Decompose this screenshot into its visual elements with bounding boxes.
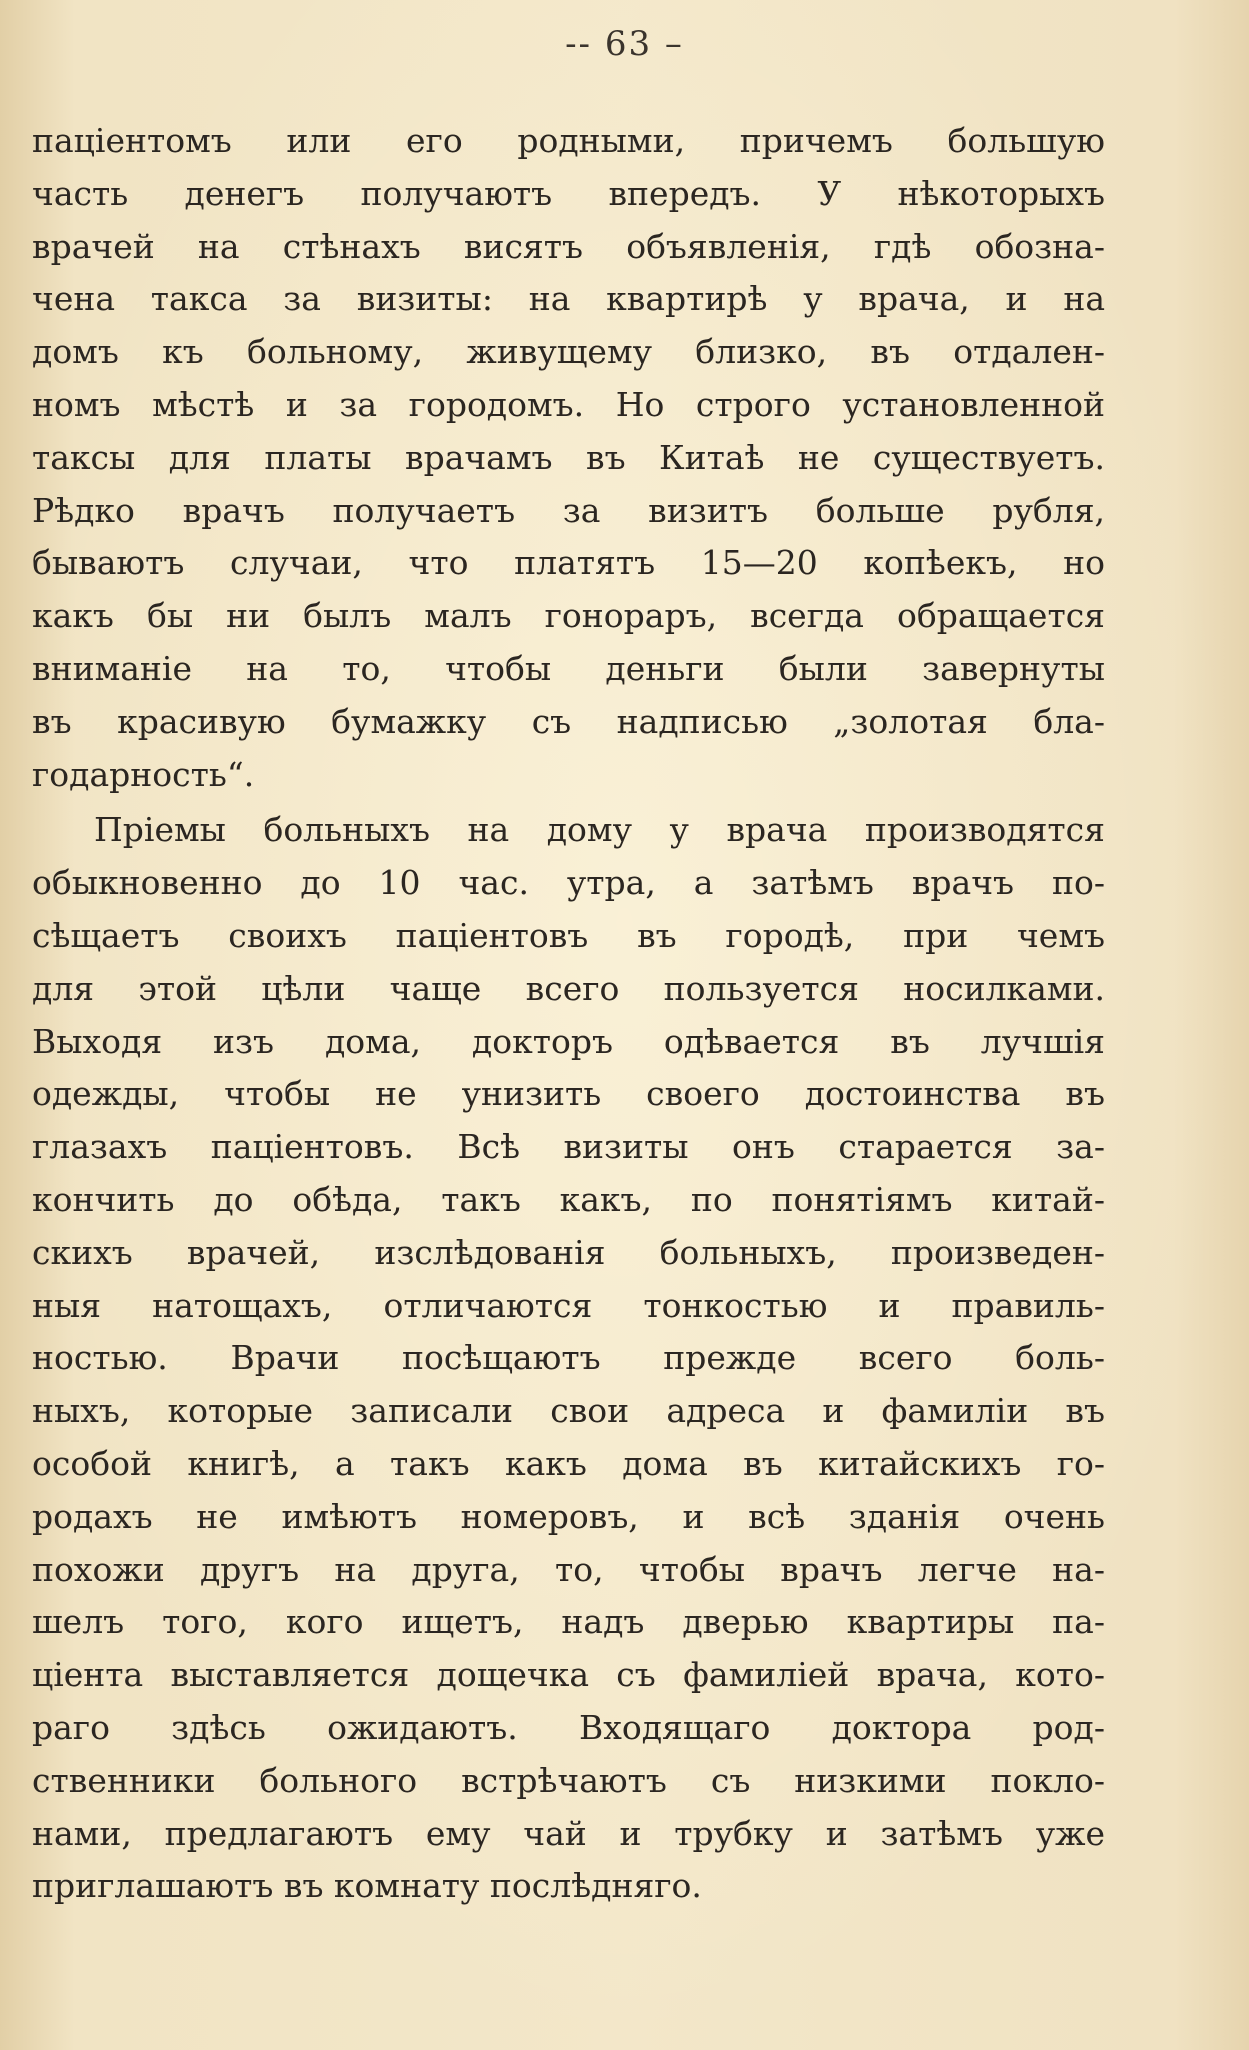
- text-line: часть денегъ получаютъ впередъ. У нѣкоторыхъ: [32, 173, 1105, 213]
- body-text: [32, 115, 1105, 1913]
- text-line: Пріемы больныхъ на дому у врача производятся: [94, 810, 1105, 850]
- text-line: сѣщаетъ своихъ паціентовъ въ городѣ, при чемъ: [32, 915, 1105, 955]
- text-line: обыкновенно до 10 час. утра, а затѣмъ врачъ по-: [32, 863, 1105, 903]
- text-line: ныя натощахъ, отличаются тонкостью и правиль-: [32, 1285, 1105, 1325]
- text-line: ностью. Врачи посѣщаютъ прежде всего боль-: [32, 1338, 1105, 1378]
- text-line: таксы для платы врачамъ въ Китаѣ не существуетъ.: [32, 437, 1105, 477]
- text-line: въ красивую бумажку съ надписью „золотая бла-: [32, 701, 1105, 741]
- text-line: ственники больного встрѣчаютъ съ низкими покло-: [32, 1760, 1105, 1800]
- text-line: одежды, чтобы не унизить своего достоинства въ: [32, 1074, 1105, 1114]
- text-line: врачей на стѣнахъ висятъ объявленія, гдѣ обозна-: [32, 226, 1105, 266]
- text-line: особой книгѣ, а такъ какъ дома въ китайскихъ го-: [32, 1443, 1105, 1483]
- text-line: ныхъ, которые записали свои адреса и фамиліи въ: [32, 1391, 1105, 1431]
- text-line: чена такса за визиты: на квартирѣ у врача, и на: [32, 279, 1105, 319]
- text-line: шелъ того, кого ищетъ, надъ дверью квартиры па-: [32, 1602, 1105, 1642]
- text-line: номъ мѣстѣ и за городомъ. Но строго установленной: [32, 384, 1105, 424]
- text-line: паціентомъ или его родными, причемъ большую: [32, 121, 1105, 160]
- page-number: -- 63 –: [565, 24, 684, 64]
- paragraph-1: [32, 115, 1105, 801]
- text-line: похожи другъ на друга, то, чтобы врачъ легче на-: [32, 1549, 1105, 1589]
- text-line: скихъ врачей, изслѣдованія больныхъ, произведен-: [32, 1232, 1105, 1272]
- text-line: домъ къ больному, живущему близко, въ отдален-: [32, 332, 1105, 372]
- text-line: приглашаютъ въ комнату послѣдняго.: [32, 1866, 702, 1906]
- text-line: Рѣдко врачъ получаетъ за визитъ больше рубля,: [32, 490, 1105, 530]
- text-line: Выходя изъ дома, докторъ одѣвается въ лучшія: [32, 1021, 1105, 1061]
- text-line: для этой цѣли чаще всего пользуется носилками.: [32, 968, 1105, 1008]
- text-line: нами, предлагаютъ ему чай и трубку и затѣмъ уже: [32, 1813, 1105, 1853]
- text-line: кончить до обѣда, такъ какъ, по понятіямъ китай-: [32, 1179, 1105, 1219]
- text-line: родахъ не имѣютъ номеровъ, и всѣ зданія очень: [32, 1496, 1105, 1536]
- text-line: раго здѣсь ожидаютъ. Входящаго доктора род-: [32, 1707, 1105, 1747]
- text-line: ціента выставляется дощечка съ фамиліей врача, кото-: [32, 1655, 1105, 1695]
- text-line: бываютъ случаи, что платятъ 15—20 копѣекъ, но: [32, 543, 1105, 583]
- text-line: годарность“.: [32, 754, 255, 794]
- text-line: глазахъ паціентовъ. Всѣ визиты онъ старается за-: [32, 1127, 1105, 1167]
- text-line: вниманіе на то, чтобы деньги были завернуты: [32, 648, 1105, 688]
- paragraph-2: [32, 804, 1105, 1913]
- text-line: какъ бы ни былъ малъ гонораръ, всегда обращается: [32, 596, 1105, 636]
